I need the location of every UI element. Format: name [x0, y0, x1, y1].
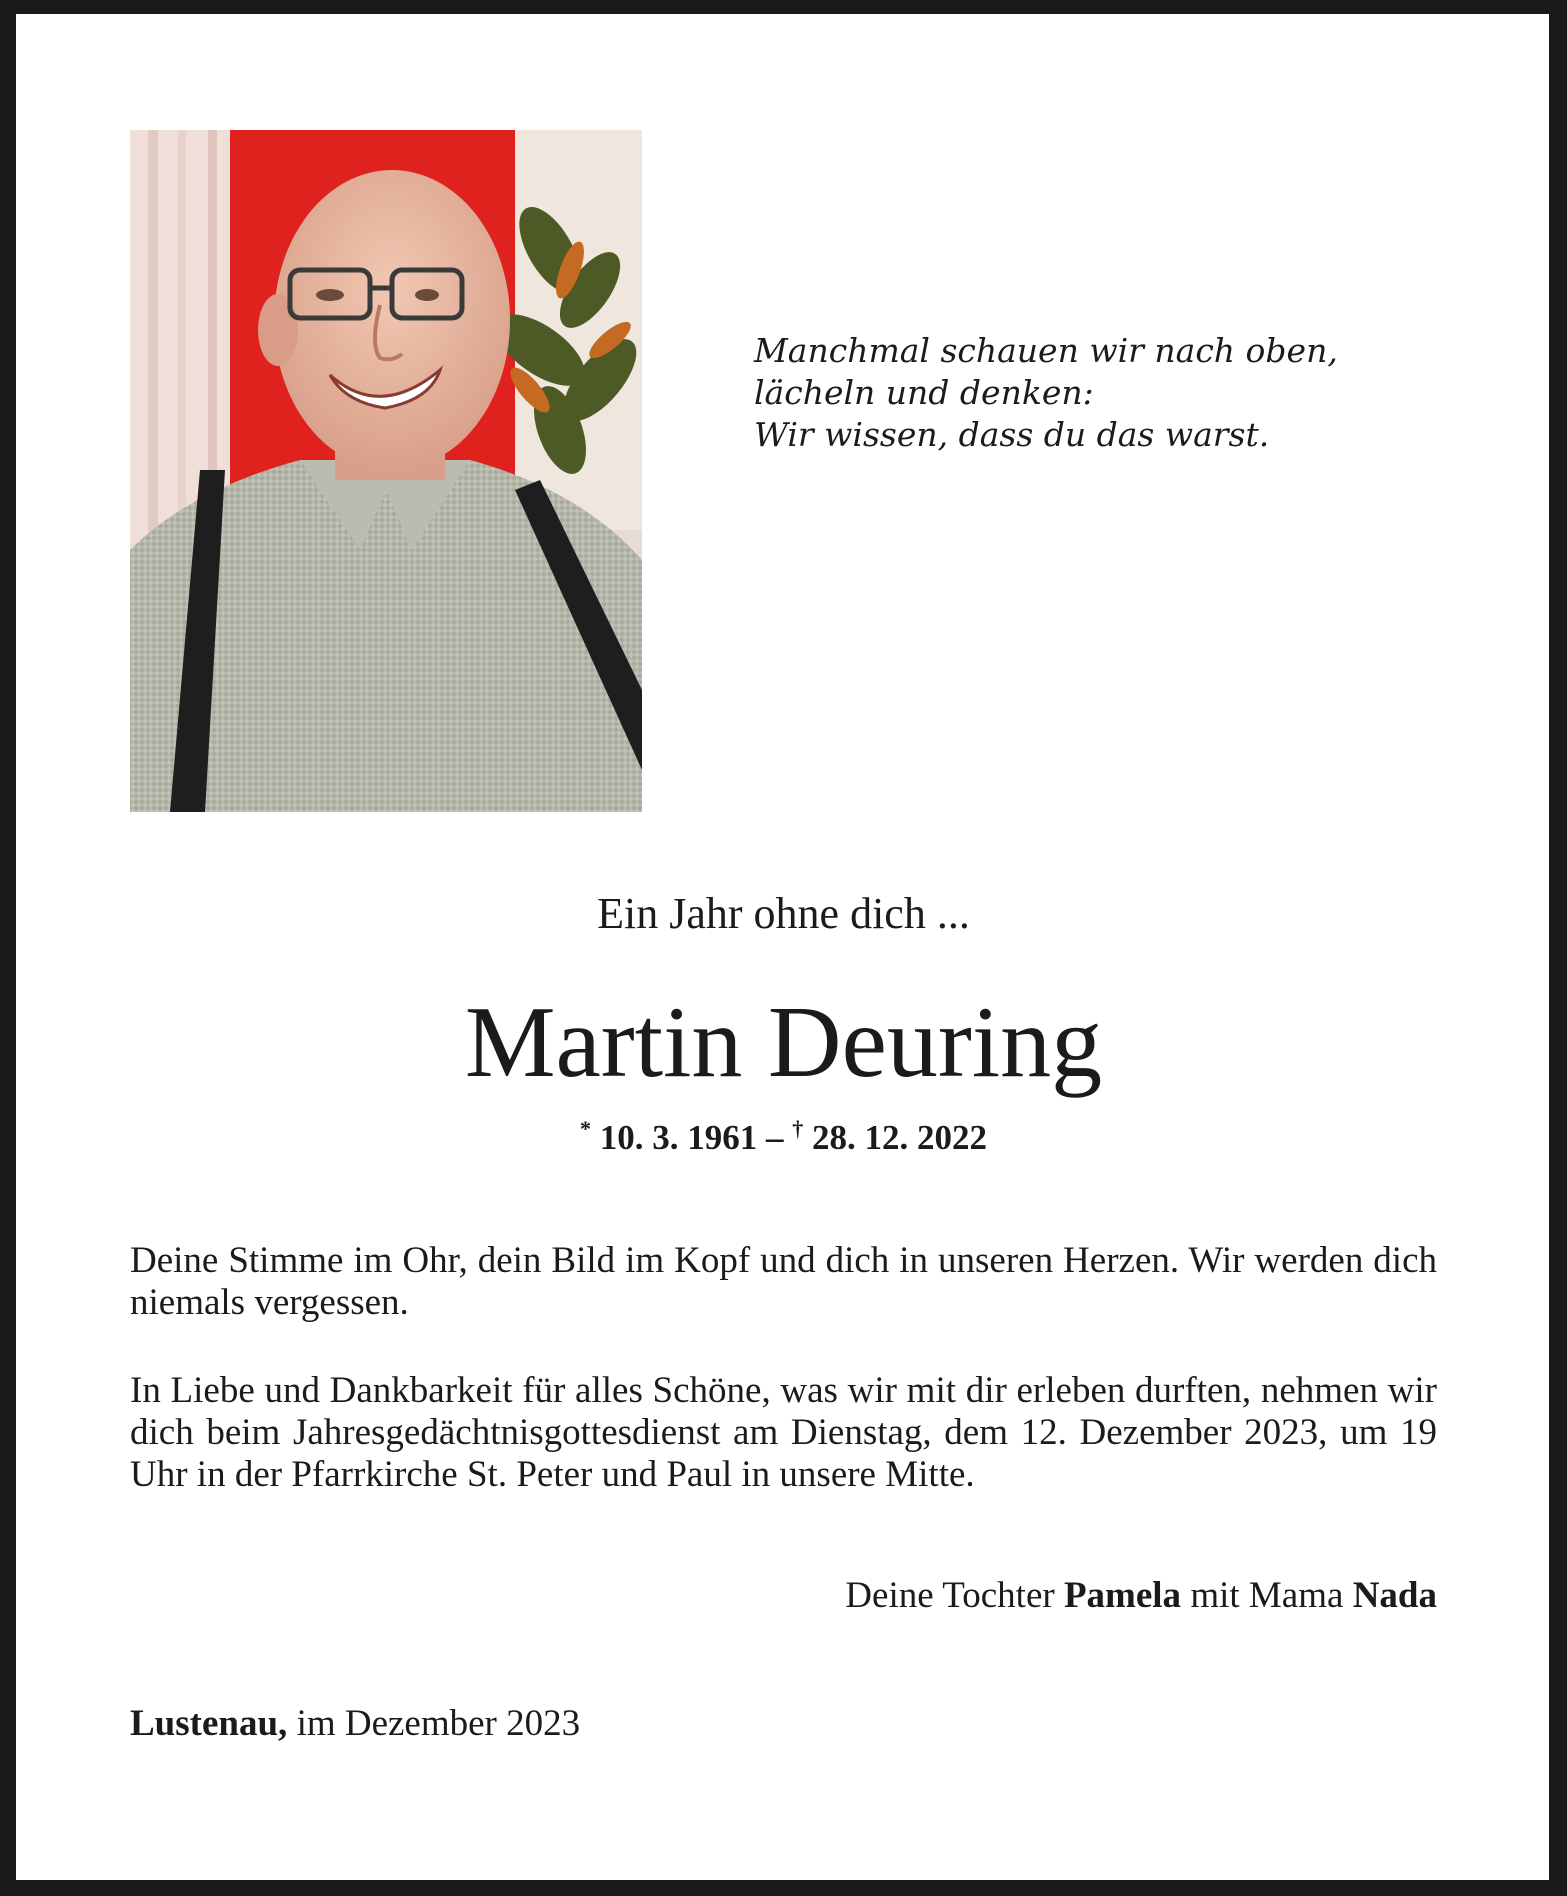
portrait-photo	[130, 130, 642, 812]
date-separator: –	[766, 1118, 784, 1157]
quote-line: Wir wissen, dass du das warst.	[754, 415, 1270, 454]
place-and-date	[130, 1702, 580, 1745]
signature-line	[845, 1574, 1437, 1617]
deceased-name: Martin Deuring	[464, 986, 1103, 1099]
place-city: Lustenau,	[130, 1703, 288, 1744]
birth-mark: *	[580, 1116, 591, 1141]
mother-name: Nada	[1352, 1575, 1437, 1616]
signature-prefix: Deine Tochter	[845, 1575, 1055, 1616]
quote-line: lächeln und denken:	[754, 373, 1094, 412]
memorial-heading: Ein Jahr ohne dich ...	[597, 889, 970, 938]
daughter-name: Pamela	[1063, 1575, 1182, 1616]
place-date: im Dezember 2023	[296, 1703, 581, 1744]
paragraph-remembrance: Deine Stimme im Ohr, dein Bild im Kopf und dich in unseren Herzen. Wir werden dich niemals vergessen.	[130, 1240, 1437, 1323]
paragraph-service-announcement: In Liebe und Dankbarkeit für alles Schöne, was wir mit dir erleben durften, nehmen wir dich beim Jahresgedächtnisgottesdienst am Dienstag, dem 12. Dezember 2023, um 19 Uhr in der Pfarrkirche St. Peter und Paul in unsere Mitte.	[130, 1370, 1437, 1495]
death-date: 28. 12. 2022	[812, 1118, 987, 1157]
portrait-photo-illustration	[130, 130, 642, 812]
memorial-quote	[754, 330, 1454, 456]
birth-date: 10. 3. 1961	[599, 1118, 758, 1157]
death-mark: †	[792, 1116, 804, 1141]
signature-middle: mit Mama	[1190, 1575, 1344, 1616]
quote-line: Manchmal schauen wir nach oben,	[754, 331, 1338, 370]
life-dates	[0, 1118, 1567, 1158]
